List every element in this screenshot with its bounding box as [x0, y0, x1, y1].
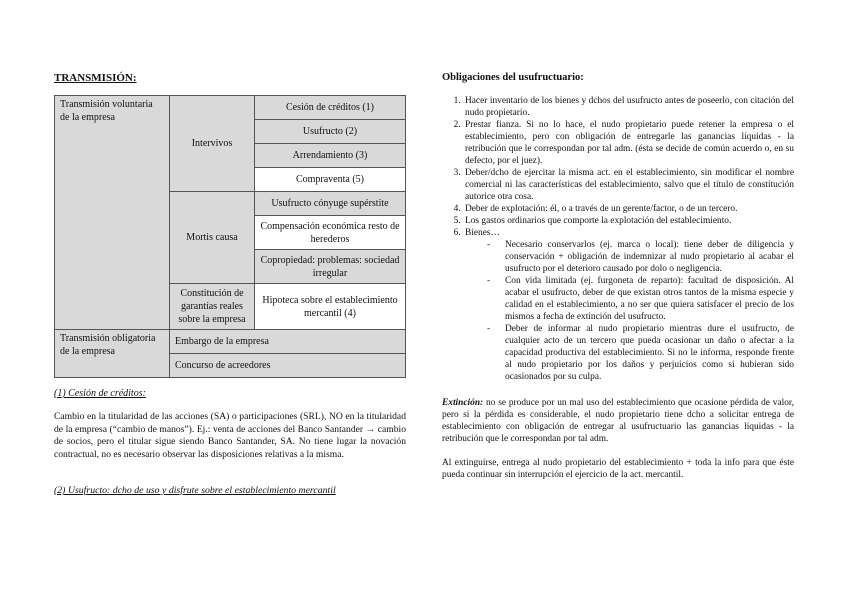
left-column — [54, 72, 406, 496]
list-item: 1. Hacer inventario de los bienes y dchos del usufructo antes de poseerlo, con citación del nudo propietario. — [463, 95, 794, 119]
right-column — [442, 72, 794, 481]
cesion-paragraph: Cambio en la titularidad de las acciones (SA) o participaciones (SRL), NO en la titularidad de la empresa (“cambio de manos”). Ej.: venta de acciones del Banco Santander → cambio de socios, pero el titular sigue siendo Banco Santander, SA. No tiene lugar la novación contractual, no es necesario observar las disposiciones relativas a la misma. — [54, 411, 406, 460]
obligaciones-title: Obligaciones del usufructuario: — [442, 72, 584, 83]
conyuge-item: Usufructo cónyuge supérstite — [255, 192, 406, 216]
list-item: 2. Prestar fianza. Si no lo hace, el nudo propietario puede retener la empresa o el establecimiento, pero con obligación de entregarle las ganancias líquidas - la retribución que le correspondan por tal adm. (ésta se decide de común acuerdo o, en su defecto, por el juez). — [463, 119, 794, 167]
bienes-item: - Con vida limitada (ej. furgoneta de reparto): facultad de disposición. Al acabar el usufructo, deber de que existan otros tantos de la misma especie y calidad en el establecimiento, a no ser que quiera satisfacer el precio de los mismos a fecha de extinción del usufructo. — [485, 275, 794, 323]
extincion-text: no se produce por un mal uso del establecimiento que ocasione pérdida de valor, pero si la pérdida es considerable, el nudo propietario tiene dcho a solicitar entrega de establecimiento con obligación de entregar al usufructuario las ganancias líquidas - la retribución que le correspondan por tal adm. — [442, 398, 794, 444]
copropiedad-item: Copropiedad: problemas: sociedad irregular — [255, 250, 406, 284]
usufructo-item: Usufructo (2) — [255, 120, 406, 144]
embargo-item: Embargo de la empresa — [170, 330, 406, 354]
cesion-heading: (1) Cesión de créditos: — [54, 388, 146, 399]
hipoteca-item: Hipoteca sobre el establecimiento mercantil (4) — [255, 284, 406, 330]
cesion-item: Cesión de créditos (1) — [255, 96, 406, 120]
arrendamiento-item: Arrendamiento (3) — [255, 144, 406, 168]
voluntaria-cell: Transmisión voluntaria de la empresa — [55, 96, 170, 330]
intervivos-cell: Intervivos — [170, 96, 255, 192]
extinguirse-paragraph: Al extinguirse, entrega al nudo propietario del establecimiento + toda la info para que éste pueda continuar sin interrupción el ejercicio de la act. mercantil. — [442, 458, 794, 480]
usufructo-heading: (2) Usufructo: dcho de uso y disfrute sobre el establecimiento mercantil — [54, 485, 336, 496]
obligatoria-cell: Transmisión obligatoria de la empresa — [55, 330, 170, 378]
bienes-list — [465, 239, 794, 383]
concurso-item: Concurso de acreedores — [170, 354, 406, 378]
mortis-cell: Mortis causa — [170, 192, 255, 284]
compraventa-item: Compraventa (5) — [255, 168, 406, 192]
extincion-paragraph — [442, 397, 794, 445]
bienes-item: - Necesario conservarlos (ej. marca o local): tiene deber de diligencia y conservación + obligación de indemnizar al nudo propietario al acabar el usufructo por el deterioro causado por dolo o negligencia. — [485, 239, 794, 275]
compensacion-item: Compensación económica resto de herederos — [255, 216, 406, 250]
list-item: 5. Los gastos ordinarios que comporte la explotación del establecimiento. — [463, 215, 794, 227]
transmision-table — [54, 95, 406, 378]
bienes-label: Bienes… — [465, 228, 500, 238]
garantias-cell: Constitución de garantías reales sobre la empresa — [170, 284, 255, 330]
list-item: 4. Deber de explotación: él, o a través de un gerente/factor, o de un tercero. — [463, 203, 794, 215]
bienes-item: - Deber de informar al nudo propietario mientras dure el usufructo, de cualquier acto de un tercero que pueda ocasionar un daño o afectar a la capacidad productiva del establecimiento. Si no le informa, responde frente al nudo propietario por los daños y perjuicios como si hubieran sido ocasionados por su culpa. — [485, 323, 794, 383]
list-item: 3. Deber/dcho de ejercitar la misma act. en el establecimiento, sin modificar el nombre comercial ni las características del establecimiento, salvo que el título de constitución autorice otra cosa. — [463, 167, 794, 203]
transmision-title: TRANSMISIÓN: — [54, 72, 137, 84]
extincion-label: Extinción: — [442, 398, 484, 408]
obligaciones-list — [442, 95, 794, 383]
list-item — [463, 227, 794, 383]
